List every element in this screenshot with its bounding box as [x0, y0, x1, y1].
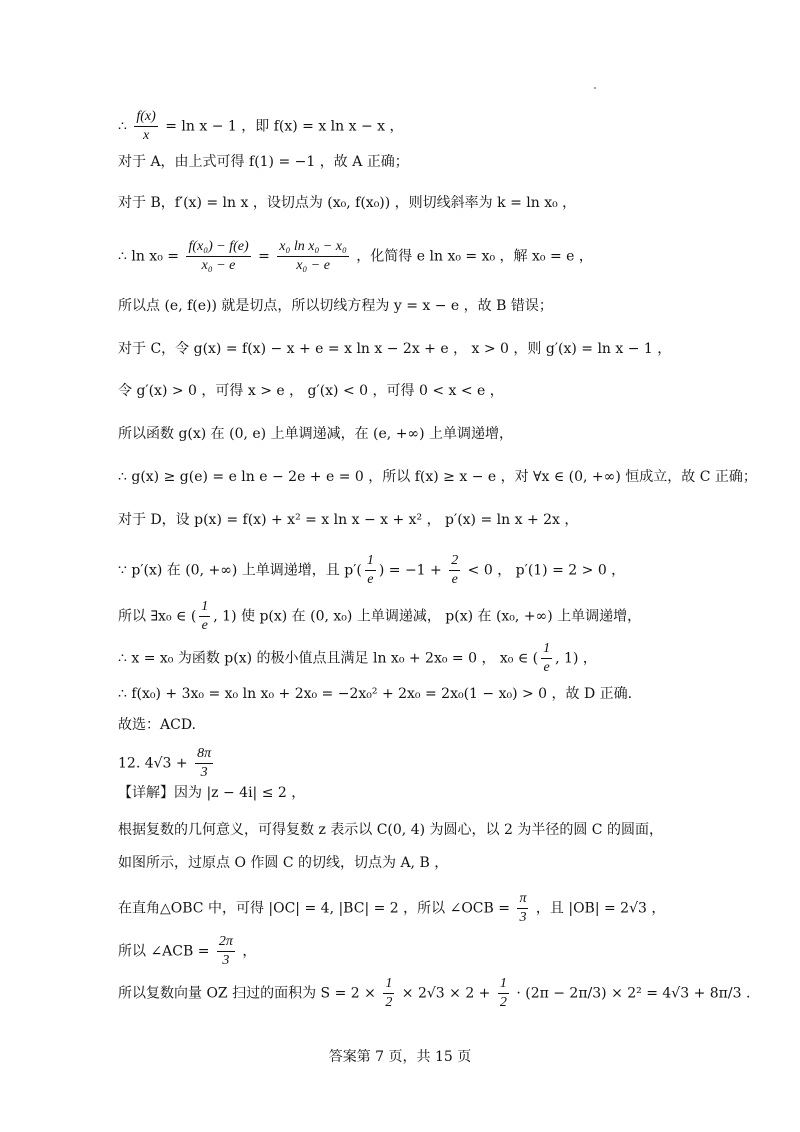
- text-line-18: 根据复数的几何意义，可得复数 z 表示以 C(0, 4) 为圆心，以 2 为半径的圆 C 的圆面，: [118, 822, 663, 838]
- text-line-5: 所以点 (e, f(e)) 就是切点，所以切线方程为 y = x − e ，故 B 错误；: [118, 298, 553, 314]
- fraction-numerator: 1: [383, 975, 394, 994]
- fraction-2-denominator: x₀ − e: [296, 258, 330, 273]
- fraction-2: [449, 552, 460, 589]
- fraction: [199, 598, 210, 635]
- fraction: [517, 890, 528, 927]
- fraction: [186, 238, 250, 275]
- text-line-11: ∵ p′(x) 在 (0, +∞) 上单调递增，且 p′( $\frac{1}{e}$ ) = −1 + $\frac{2}{e}$ < 0 ， p′(1) = 2 > 0 ，: [118, 553, 626, 587]
- text-line-6: 对于 C，令 g(x) = f(x) − x + e = x ln x − 2x + e ， x > 0 ，则 g′(x) = ln x − 1 ，: [118, 341, 672, 357]
- text-line-22: 所以复数向量 OZ 扫过的面积为 S = 2 × $\frac{1}{2}$ × 2√3 × 2 + $\frac{1}{2}$ · (2π − 2π/3) × 2² = 4√3 + 8π/3 .: [118, 976, 751, 1010]
- text-line-7: 令 g′(x) > 0 ，可得 x > e ， g′(x) < 0 ，可得 0 < x < e ，: [118, 383, 504, 399]
- text-line-13: ∴ x = x₀ 为函数 p(x) 的极小值点且满足 ln x₀ + 2x₀ = 0 ， x₀ ∈ ( $\frac{1}{e}$ , 1) ，: [118, 641, 597, 675]
- fraction-numerator: f(x): [134, 108, 157, 127]
- fraction-2-denominator: e: [451, 572, 458, 587]
- text-line-1: ∴ $\frac{f(x)}{x}$ = ln x − 1 ，即 f(x) = x ln x − x ，: [118, 109, 404, 143]
- fraction-numerator: 1: [199, 598, 210, 617]
- fraction-2-numerator: 1: [498, 975, 509, 994]
- fraction-numerator: π: [517, 890, 528, 909]
- fraction-numerator: f(x₀) − f(e): [186, 238, 250, 257]
- fraction-numerator: 1: [365, 552, 376, 571]
- text-line-8: 所以函数 g(x) 在 (0, e) 上单调递减，在 (e, +∞) 上单调递增，: [118, 426, 513, 442]
- fraction-2: [277, 238, 349, 275]
- text-line-2: 对于 A，由上式可得 f(1) = −1 ，故 A 正确；: [118, 154, 409, 170]
- text-line-10: 对于 D，设 p(x) = f(x) + x² = x ln x − x + x² ， p′(x) = ln x + 2x ，: [118, 512, 579, 528]
- fraction-denominator: 3: [519, 910, 527, 925]
- fraction-numerator: 1: [541, 640, 552, 659]
- text-line-14: ∴ f(x₀) + 3x₀ = x₀ ln x₀ + 2x₀ = −2x₀² + 2x₀ = 2x₀(1 − x₀) > 0 ，故 D 正确.: [118, 686, 633, 702]
- fraction-2-denominator: 2: [499, 995, 507, 1010]
- fraction: [541, 640, 552, 677]
- fraction-denominator: e: [367, 572, 374, 587]
- text-line-12: 所以 ∃x₀ ∈ ( $\frac{1}{e}$ , 1) 使 p(x) 在 (0, x₀) 上单调递减， p(x) 在 (x₀, +∞) 上单调递增，: [118, 599, 642, 633]
- text-line-20: 在直角△OBC 中，可得 |OC| = 4, |BC| = 2 ，所以 ∠OCB = $\frac{\pi}{3}$ ，且 |OB| = 2√3 ，: [118, 891, 666, 925]
- fraction-denominator: 3: [200, 765, 208, 780]
- text-line-15: 故选：ACD.: [118, 717, 196, 733]
- text-line-3: 对于 B，f′(x) = ln x ，设切点为 (x₀, f(x₀)) ，则切线斜率为 k = ln x₀ ，: [118, 195, 577, 211]
- text-line-9: ∴ g(x) ≥ g(e) = e ln e − 2e + e = 0 ，所以 f(x) ≥ x − e ，对 ∀x ∈ (0, +∞) 恒成立，故 C 正确；: [118, 469, 757, 485]
- fraction-denominator: x₀ − e: [201, 258, 236, 273]
- fraction-numerator: 8π: [195, 745, 213, 764]
- text-line-4: ∴ ln x₀ = $\frac{\text{f(x₀) − f(e)}}{\text{x₀ − e}}$ = $\frac{\text{x₀ ln x₀ − x₀}}{\text{x₀ − e}}$ ，化简得 e ln x₀ = x₀ ，解 x₀ = e ，: [118, 239, 593, 273]
- page-footer: 答案第 7 页，共 15 页: [328, 1049, 472, 1065]
- fraction: [383, 975, 394, 1012]
- scan-dot: [594, 87, 596, 89]
- fraction-denominator: e: [543, 660, 550, 675]
- fraction: [134, 108, 157, 145]
- fraction-2-numerator: x₀ ln x₀ − x₀: [277, 238, 349, 257]
- text-line-21: 所以 ∠ACB = $\frac{2\pi}{3}$ ，: [118, 934, 257, 968]
- text-line-16: 12. 4√3 + $\frac{8\pi}{3}$: [118, 746, 212, 780]
- fraction-denominator: 3: [222, 953, 230, 968]
- fraction-denominator: e: [201, 618, 208, 633]
- fraction-denominator: x: [142, 128, 150, 143]
- fraction-numerator: 2π: [217, 933, 235, 952]
- fraction: [365, 552, 376, 589]
- fraction-denominator: 2: [385, 995, 393, 1010]
- fraction-2: [498, 975, 509, 1012]
- fraction: [195, 745, 213, 782]
- fraction-2-numerator: 2: [449, 552, 460, 571]
- fraction: [217, 933, 235, 970]
- text-line-19: 如图所示，过原点 O 作圆 C 的切线，切点为 A, B ，: [118, 855, 449, 871]
- text-line-17: 【详解】因为 |z − 4i| ≤ 2 ，: [118, 785, 306, 801]
